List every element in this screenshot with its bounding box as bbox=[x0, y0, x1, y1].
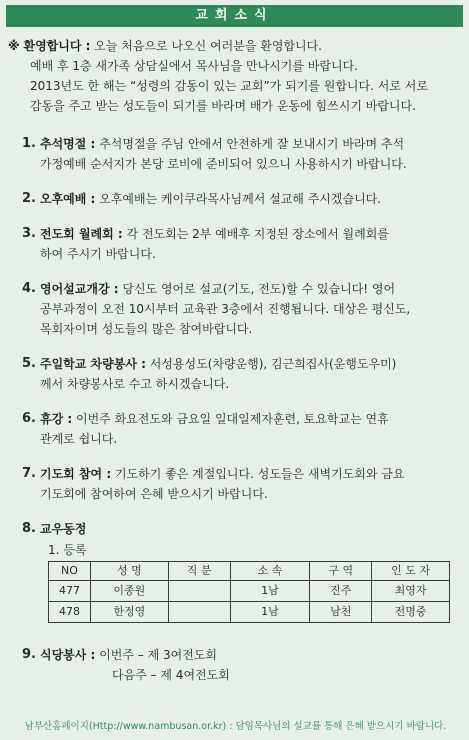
item-4-text-3: 목회자이며 성도들의 많은 참여바랍니다. bbox=[40, 322, 253, 336]
item-5-text-1: 서성용성도(차량운행), 김근희집사(운행도우미) bbox=[149, 357, 397, 371]
table-cell: 남천 bbox=[310, 602, 372, 623]
table-cell: 477 bbox=[49, 581, 91, 602]
item-2-title: 오후예배 : bbox=[40, 192, 96, 206]
registration-table bbox=[48, 561, 450, 623]
item-4-text-1: 당신도 영어로 설교(기도, 전도)할 수 있습니다! 영어 bbox=[122, 282, 396, 296]
item-4-number: 4. bbox=[22, 281, 36, 296]
item-1-title: 추석명절 : bbox=[40, 137, 96, 151]
item-4-title: 영어설교개강 : bbox=[40, 282, 119, 296]
item-6-title: 휴강 : bbox=[40, 412, 73, 426]
table-cell: 1남 bbox=[230, 581, 310, 602]
table-cell: 진주 bbox=[310, 581, 372, 602]
item-5-number: 5. bbox=[22, 356, 36, 371]
item-6-text-2: 관계로 쉽니다. bbox=[40, 432, 118, 446]
item-3-text-2: 하여 주시기 바랍니다. bbox=[40, 247, 156, 261]
item-6-line-1 bbox=[40, 411, 389, 427]
item-7-title: 기도회 참여 : bbox=[40, 467, 112, 481]
welcome-text-1: 오늘 처음으로 나오신 여러분을 환영합니다. bbox=[94, 39, 322, 53]
table-header-row bbox=[49, 562, 450, 581]
item-9-number: 9. bbox=[22, 647, 36, 662]
column-header: 소 속 bbox=[230, 562, 310, 581]
welcome-text-4: 감동을 주고 받는 성도들이 되기를 바라며 배가 운동에 힘쓰시기 바랍니다. bbox=[30, 99, 416, 113]
item-1-number: 1. bbox=[22, 136, 36, 151]
item-1-text-2: 가정예배 순서지가 본당 로비에 준비되어 있으니 사용하시기 바랍니다. bbox=[40, 157, 407, 171]
welcome-title: 환영합니다 : bbox=[23, 39, 91, 53]
item-7-number: 7. bbox=[22, 466, 36, 481]
column-header: 직 분 bbox=[168, 562, 230, 581]
column-header: NO bbox=[49, 562, 91, 581]
page-title: 교회소식 bbox=[6, 5, 463, 27]
registration-subtitle: 1. 등록 bbox=[48, 543, 87, 557]
table-cell: 전명중 bbox=[372, 602, 450, 623]
meal-text-2: 다음주 – 제 4여전도회 bbox=[112, 668, 230, 682]
item-2-number: 2. bbox=[22, 191, 36, 206]
item-6-text-1: 이번주 화요전도와 금요일 일대일제자훈련, 토요학교는 연휴 bbox=[76, 412, 389, 426]
item-7-text-2: 기도회에 참여하여 은혜 받으시기 바랍니다. bbox=[40, 487, 268, 501]
item-7-line-1 bbox=[40, 466, 404, 482]
column-header: 성 명 bbox=[90, 562, 168, 581]
table-cell: 이종원 bbox=[90, 581, 168, 602]
footer-note: 남부산홈페이지(Http://www.nambusan.or.kr) : 담임목사님의 설교를 통해 은혜 받으시기 바랍니다. bbox=[24, 721, 447, 732]
welcome-text-3: 2013년도 한 해는 “성령의 감동이 있는 교회”가 되기를 원합니다. 서로 서로 bbox=[30, 79, 428, 93]
welcome-line-1 bbox=[8, 38, 322, 54]
column-header: 구 역 bbox=[310, 562, 372, 581]
item-6-number: 6. bbox=[22, 411, 36, 426]
column-header: 인 도 자 bbox=[372, 562, 450, 581]
table-cell: 한정영 bbox=[90, 602, 168, 623]
item-3-title: 전도회 월례회 : bbox=[40, 227, 123, 241]
item-3-line-1 bbox=[40, 226, 389, 242]
item-1-text-1: 추석명절을 주님 안에서 안전하게 잘 보내시기 바라며 추석 bbox=[99, 137, 405, 151]
meal-title: 식당봉사 : bbox=[40, 648, 96, 662]
item-5-line-1 bbox=[40, 356, 396, 372]
item-3-number: 3. bbox=[22, 226, 36, 241]
item-5-title: 주일학교 차량봉사 : bbox=[40, 357, 146, 371]
item-5-text-2: 께서 차량봉사로 수고 하시겠습니다. bbox=[40, 377, 230, 391]
item-8-title: 교우동정 bbox=[40, 522, 87, 536]
item-3-text-1: 각 전도회는 2부 예배후 지정된 장소에서 월례회를 bbox=[126, 227, 389, 241]
item-1-line-1 bbox=[40, 136, 404, 152]
table-cell bbox=[168, 581, 230, 602]
item-4-line-1 bbox=[40, 281, 395, 297]
item-8-number: 8. bbox=[22, 521, 36, 536]
table-cell: 478 bbox=[49, 602, 91, 623]
table-cell: 최영자 bbox=[372, 581, 450, 602]
table-cell bbox=[168, 602, 230, 623]
table-row bbox=[49, 581, 450, 602]
item-2-line-1 bbox=[40, 191, 381, 207]
welcome-mark: ※ bbox=[8, 39, 20, 53]
meal-line-1 bbox=[40, 647, 217, 663]
table-cell: 1남 bbox=[230, 602, 310, 623]
item-7-text-1: 기도하기 좋은 계절입니다. 성도들은 새벽기도회와 금요 bbox=[114, 467, 405, 481]
welcome-text-2: 예배 후 1층 새가족 상담실에서 목사님을 만나시기를 바랍니다. bbox=[30, 59, 358, 73]
meal-text-1: 이번주 – 제 3여전도회 bbox=[99, 648, 218, 662]
table-row bbox=[49, 602, 450, 623]
item-4-text-2: 공부과정이 오전 10시부터 교육관 3층에서 진행됩니다. 대상은 평신도, bbox=[40, 302, 411, 316]
item-2-text-1: 오후예배는 케이쿠라목사님께서 설교해 주시겠습니다. bbox=[99, 192, 382, 206]
